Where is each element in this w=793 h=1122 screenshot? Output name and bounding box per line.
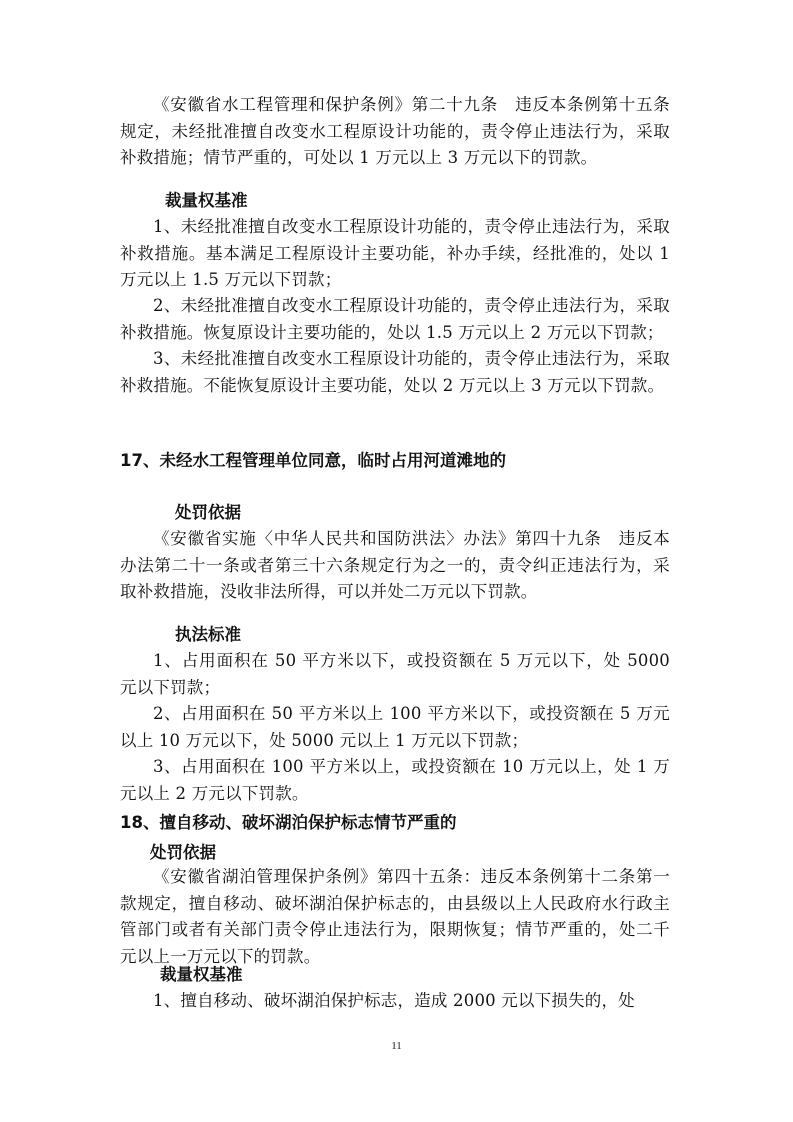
section18-discretion-subhead: 裁量权基准	[160, 965, 243, 984]
section16-discretion-subhead: 裁量权基准	[165, 191, 248, 210]
section17-basis-subhead: 处罚依据	[175, 503, 241, 522]
section18-heading: 18、擅自移动、破坏湖泊保护标志情节严重的	[120, 813, 457, 832]
section18-basis-subhead: 处罚依据	[150, 843, 216, 862]
section17-standard-subhead: 执法标准	[175, 625, 241, 644]
section17-basis-text: 《安徽省实施〈中华人民共和国防洪法〉办法》第四十九条 违反本办法第二十一条或者第三十六条规定行为之一的，责令纠正违法行为，采取补救措施，没收非法所得，可以并处二万元以下罚款。	[120, 529, 670, 601]
section17-heading: 17、未经水工程管理单位同意，临时占用河道滩地的	[120, 451, 506, 470]
section18-item-1: 1、擅自移动、破坏湖泊保护标志，造成 2000 元以下损失的，处	[153, 991, 635, 1010]
intro-paragraph: 《安徽省水工程管理和保护条例》第二十九条 违反本条例第十五条规定，未经批准擅自改变水工程原设计功能的，责令停止违法行为，采取补救措施；情节严重的，可处以 1 万元以上 3 万元以下的罚款。	[120, 95, 670, 167]
section17-item-1: 1、占用面积在 50 平方米以下，或投资额在 5 万元以下，处 5000 元以下罚款；	[120, 651, 670, 697]
section17-item-2: 2、占用面积在 50 平方米以上 100 平方米以下，或投资额在 5 万元以上 10 万元以下，处 5000 元以上 1 万元以下罚款；	[120, 704, 670, 750]
section16-item-1: 1、未经批准擅自改变水工程原设计功能的，责令停止违法行为，采取补救措施。基本满足工程原设计主要功能，补办手续，经批准的，处以 1 万元以上 1.5 万元以下罚款；	[120, 217, 670, 289]
section18-basis-text: 《安徽省湖泊管理保护条例》第四十五条：违反本条例第十二条第一款规定，擅自移动、破坏湖泊保护标志的，由县级以上人民政府水行政主管部门或者有关部门责令停止违法行为，限期恢复；情节严重的，处二千元以上一万元以下的罚款。	[120, 867, 670, 966]
page-number: 11	[391, 1040, 402, 1052]
section17-item-3: 3、占用面积在 100 平方米以上，或投资额在 10 万元以上，处 1 万元以上 2 万元以下罚款。	[120, 757, 670, 803]
section16-item-3: 3、未经批准擅自改变水工程原设计功能的，责令停止违法行为，采取补救措施。不能恢复原设计主要功能，处以 2 万元以上 3 万元以下罚款。	[120, 349, 670, 395]
section16-item-2: 2、未经批准擅自改变水工程原设计功能的，责令停止违法行为，采取补救措施。恢复原设计主要功能的，处以 1.5 万元以上 2 万元以下罚款；	[120, 296, 670, 342]
